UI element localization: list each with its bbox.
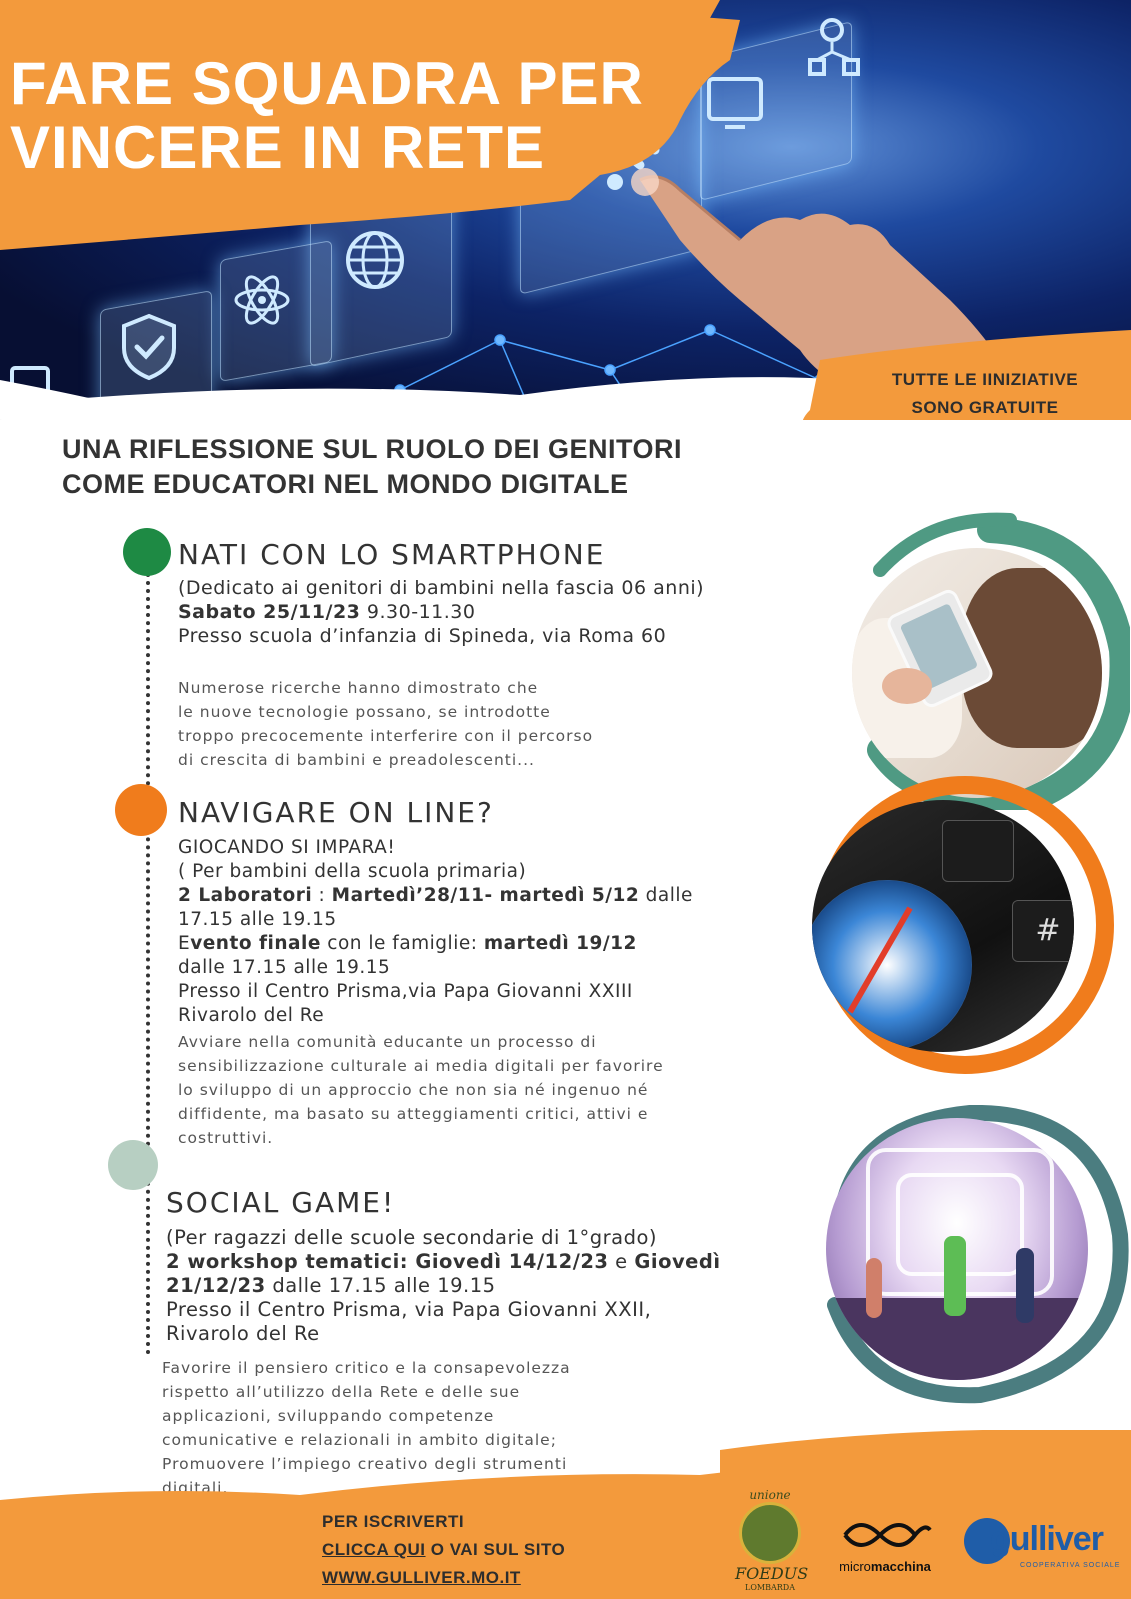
event-3-location-2: Rivarolo del Re xyxy=(166,1322,320,1345)
timeline-dot-orange xyxy=(115,784,167,836)
event-1-audience: (Dedicato ai genitori di bambini nella fascia 06 anni) xyxy=(178,577,705,599)
event-1-details xyxy=(178,576,704,648)
photo-child-smartphone xyxy=(852,548,1102,798)
logo-micromacchina: micromacchina xyxy=(830,1515,940,1585)
event-2-final: Evento finale con le famiglie: martedì 19/12 xyxy=(178,933,637,954)
key-shape xyxy=(942,820,1014,882)
subtitle-line-2: COME EDUCATORI NEL MONDO DIGITALE xyxy=(62,469,629,499)
figure-shape xyxy=(1016,1248,1034,1323)
logo-unione-foedus: unione FOEDUS LOMBARDA xyxy=(735,1488,809,1592)
title-line-2: VINCERE IN RETE xyxy=(10,114,546,181)
event-3-title: SOCIAL GAME! xyxy=(166,1186,396,1219)
event-1-title: NATI CON LO SMARTPHONE xyxy=(178,538,606,571)
timeline-line xyxy=(146,565,150,1355)
hand-shape xyxy=(882,668,932,704)
event-3-workshop-date: 21/12/23 dalle 17.15 alle 19.15 xyxy=(166,1274,496,1297)
event-3-description: Favorire il pensiero critico e la consapevolezza rispetto all’utilizzo della Rete e delle sue applicazioni, sviluppando competenze comunicative e relazionali in ambito digitale; Promuovere l’impiego creativo degli strumenti digitali. xyxy=(162,1359,571,1497)
cta-line-1: PER ISCRIVERTI xyxy=(322,1512,465,1531)
event-1-location: Presso scuola d’infanzia di Spineda, via Roma 60 xyxy=(178,625,667,647)
free-line-1: TUTTE LE IINIZIATIVE xyxy=(891,370,1079,389)
logo-gulliver: gulliver COOPERATIVA SOCIALE xyxy=(960,1518,1130,1578)
title-line-1: FARE SQUADRA PER xyxy=(10,50,644,117)
foedus-emblem xyxy=(739,1502,801,1564)
registration-cta xyxy=(322,1508,565,1592)
event-2-title: NAVIGARE ON LINE? xyxy=(178,796,494,829)
cta-line-2: CLICCA QUI O VAI SUL SITO xyxy=(322,1540,566,1559)
event-1-date: Sabato 25/11/23 9.30-11.30 xyxy=(178,601,476,623)
compass-shape xyxy=(812,880,972,1050)
key-hash-shape: # xyxy=(1012,900,1074,962)
event-2-location-2: Rivarolo del Re xyxy=(178,1005,325,1026)
page-title xyxy=(10,52,644,180)
free-line-2: SONO GRATUITE xyxy=(911,398,1059,417)
event-3-details xyxy=(166,1226,721,1346)
event-1-description: Numerose ricerche hanno dimostrato che le nuove tecnologie possano, se introdotte troppo precocemente interferire con il percorso di crescita di bambini e preadolescenti... xyxy=(178,679,594,769)
event-2-labs: 2 Laboratori : Martedì’28/11- martedì 5/12 dalle xyxy=(178,885,693,906)
event-2-audience: ( Per bambini della scuola primaria) xyxy=(178,861,527,882)
event-2-location-1: Presso il Centro Prisma,via Papa Giovanni XXIII xyxy=(178,981,633,1002)
event-2-lab-time: 17.15 alle 19.15 xyxy=(178,909,337,930)
event-2-details xyxy=(178,836,693,1028)
event-3-workshops: 2 workshop tematici: Giovedì 14/12/23 e Giovedì xyxy=(166,1250,721,1273)
register-link[interactable]: CLICCA QUI xyxy=(322,1540,426,1559)
event-2-description: Avviare nella comunità educante un processo di sensibilizzazione culturale ai media digitali per favorire lo sviluppo di un approccio che non sia né ingenuo né diffidente, ma basato su atteggiamenti critici, attivi e costruttivi. xyxy=(178,1033,664,1147)
figure-shape xyxy=(866,1258,882,1318)
event-3-audience: (Per ragazzi delle scuole secondarie di 1°grado) xyxy=(166,1226,657,1249)
event-3-location-1: Presso il Centro Prisma, via Papa Giovanni XXII, xyxy=(166,1298,652,1321)
infinity-icon xyxy=(835,1515,935,1555)
photo-compass-keyboard xyxy=(812,800,1074,1052)
photo-vr-corridor xyxy=(826,1118,1088,1380)
event-2-subtitle: GIOCANDO SI IMPARA! xyxy=(178,837,396,858)
free-events-badge xyxy=(840,366,1130,422)
timeline-dot-green xyxy=(123,528,171,576)
subtitle-line-1: UNA RIFLESSIONE SUL RUOLO DEI GENITORI xyxy=(62,434,683,464)
event-2-final-time: dalle 17.15 alle 19.15 xyxy=(178,957,391,978)
timeline-dot-mint xyxy=(108,1140,158,1190)
figure-shape xyxy=(944,1236,966,1316)
page-subtitle xyxy=(62,432,682,502)
website-link[interactable]: WWW.GULLIVER.MO.IT xyxy=(322,1568,521,1587)
